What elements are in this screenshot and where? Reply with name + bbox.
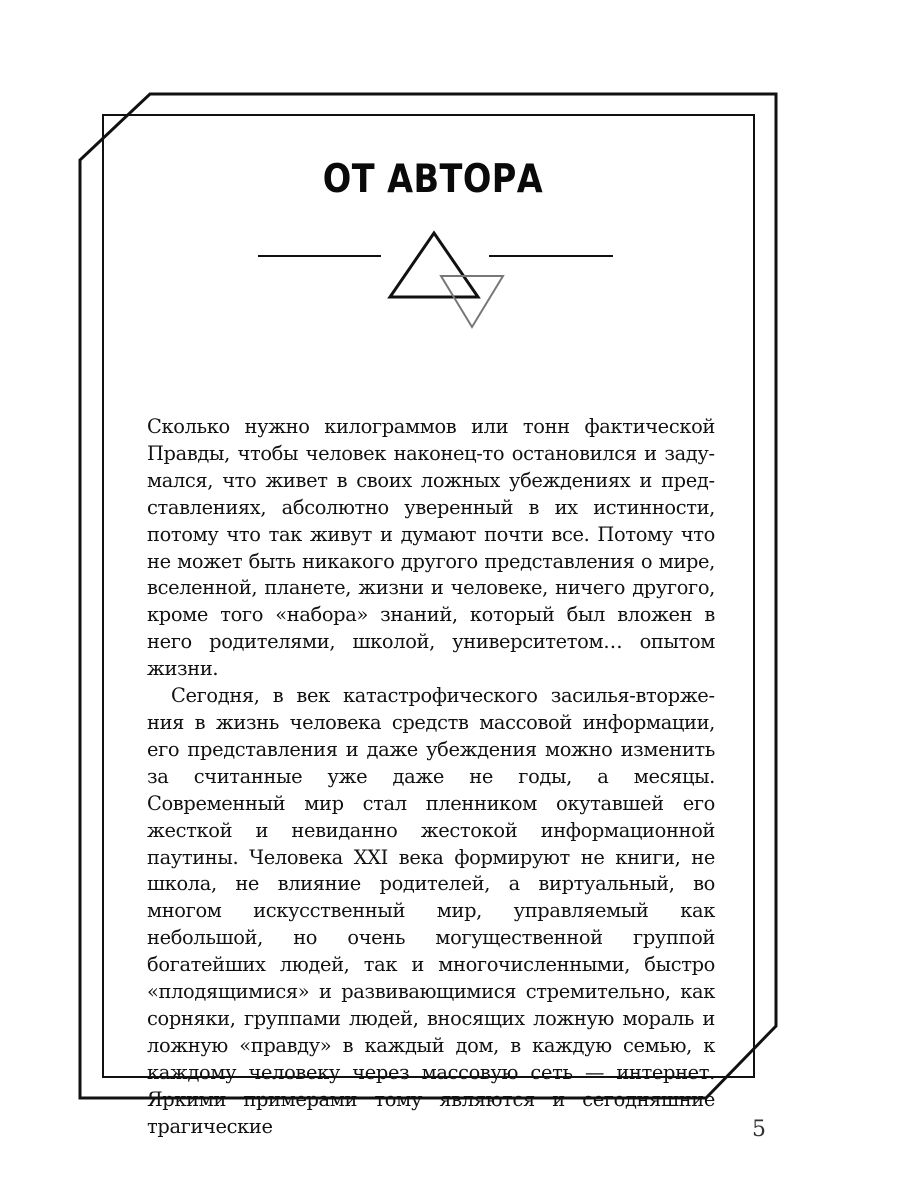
page-title: ОТ АВТОРА [322,157,544,202]
page-number: 5 [752,1117,766,1142]
paragraph: Сколько нужно килограммов или тонн фактической Правды, чтобы человек наконец-то остановился и задумался, что живет в своих ложных убеждениях и представлениях, абсолютно уверенный в их истинности, потому что так живут и думают почти все. Потому что не может быть никакого другого представления о мире, вселенной, планете, жизни и человеке, ничего другого, кроме того «набора» знаний, который был вложен в него родителями, школой, университетом… опытом жизни. [147,415,715,681]
body-text [147,414,715,1140]
paragraph: Сегодня, в век катастрофического засилья-вторжения в жизнь человека средств массовой информации, его представления и даже убеждения можно изменить за считанные уже даже не годы, а месяцы. Современный мир стал пленником окутавшей его жесткой и невиданно жестокой информационной паутины. Человека XXI века формируют не книги, не школа, не влияние родителей, а виртуальный, во многом искусственный мир, управляемый как небольшой, но очень могущественной группой богатейших людей, так и многочисленными, быстро «плодящимися» и развивающимися стремительно, как сорняки, группами людей, вносящих ложную мораль и ложную «правду» в каждый дом, в каждую семью, к каждому человеку через массовую сеть — интернет. Яркими примерами тому являются и сегодняшние трагические [147,684,715,1138]
triangle-ornament-icon [258,233,613,327]
